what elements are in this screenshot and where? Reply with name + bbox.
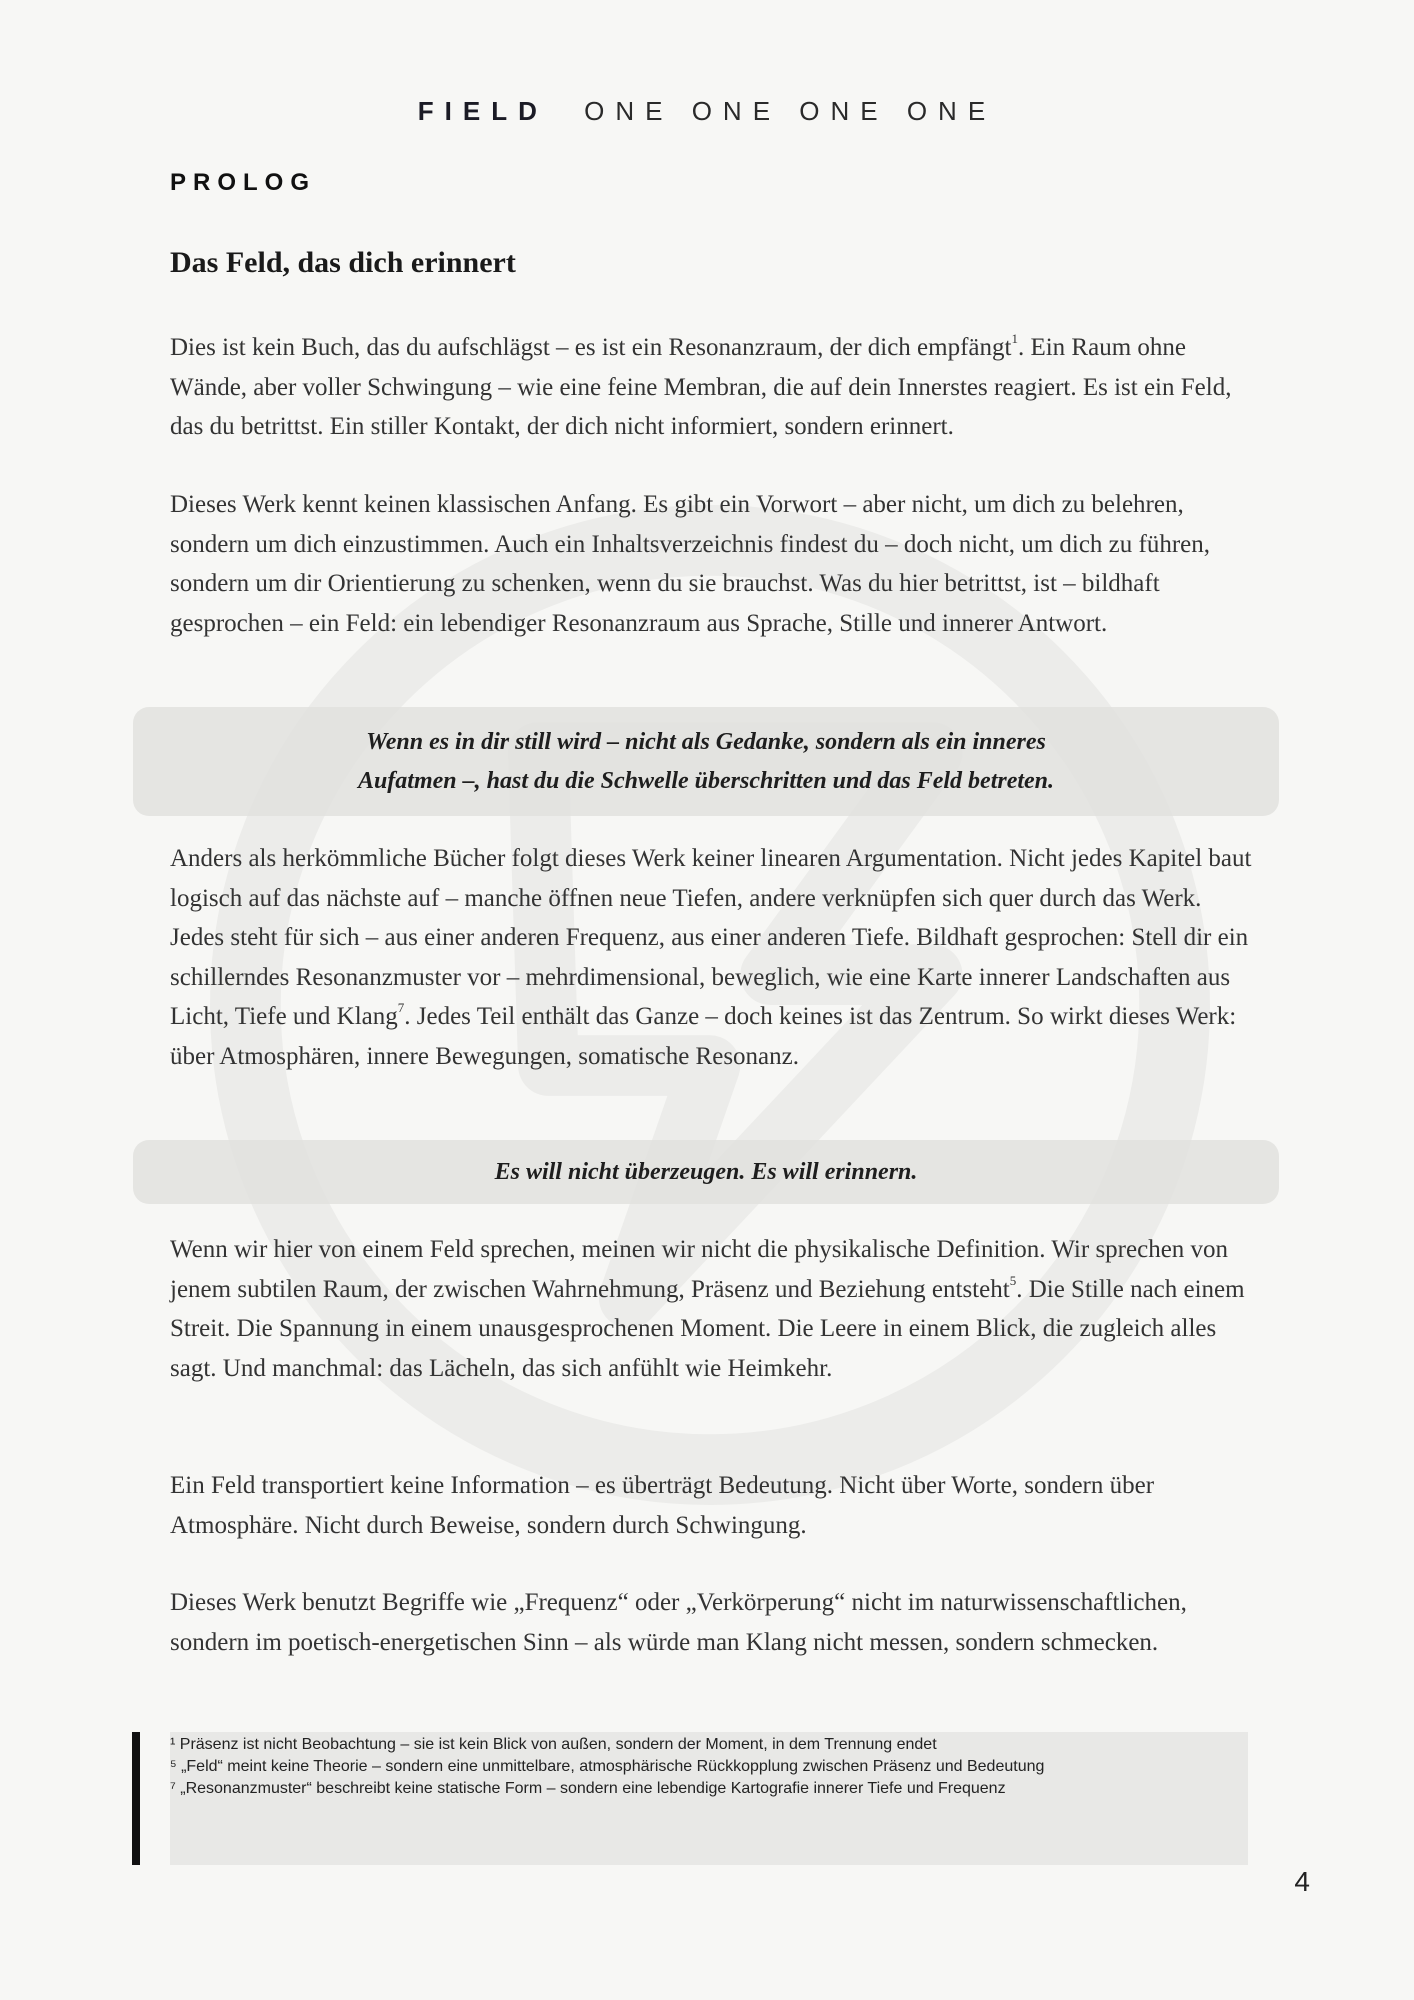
section-label: PROLOG (170, 169, 317, 196)
paragraph-3-text-b: . Jedes Teil enthält das Ganze – doch keines ist das Zentrum. So wirkt dieses Werk: über Atmosphären, innere Bewegungen, somatische Resonanz. (170, 1003, 1237, 1070)
chapter-title: Das Feld, das dich erinnert (170, 246, 516, 279)
paragraph-2: Dieses Werk kennt keinen klassischen Anfang. Es gibt ein Vorwort – aber nicht, um dich zu belehren, sondern um dich einzustimmen. Auch ein Inhaltsverzeichnis findest du – doch nicht, um dich zu führen, sondern um dir Orientierung zu schenken, wenn du sie brauchst. Was du hier betrittst, ist – bildhaft gesprochen – ein Feld: ein lebendiger Resonanzraum aus Sprache, Stille und innerer Antwort. (170, 491, 1211, 637)
quote-1-line-2: Aufatmen –, hast du die Schwelle überschritten und das Feld betreten. (357, 768, 1055, 794)
header-brand: FIELD (417, 96, 548, 126)
footnote-ref-7[interactable]: 7 (397, 1000, 405, 1015)
paragraph-5: Ein Feld transportiert keine Information – es überträgt Bedeutung. Nicht über Worte, sondern über Atmosphäre. Nicht durch Beweise, sondern durch Schwingung. (170, 1472, 1155, 1539)
footnote-ref-1[interactable]: 1 (1011, 331, 1018, 346)
page-number: 4 (1294, 1866, 1310, 1897)
footnote-accent-bar (132, 1732, 140, 1865)
paragraph-3-text-a: Anders als herkömmliche Bücher folgt dieses Werk keiner linearen Argumentation. Nicht jedes Kapitel baut logisch auf das nächste auf – manche öffnen neue Tiefen, andere verknüpfen sich quer durch das Werk. Jedes steht für sich – aus einer anderen Frequenz, aus einer anderen Tiefe. Bildhaft gesprochen: Stell dir ein schillerndes Resonanzmuster vor – mehrdimensional, beweglich, wie eine Karte innerer Landschaften aus Licht, Tiefe und Klang (170, 845, 1252, 1030)
paragraph-1-text-a: Dies ist kein Buch, das du aufschlägst – es ist ein Resonanzraum, der dich empfängt (170, 334, 1012, 361)
paragraph-3 (170, 839, 1260, 1076)
footnote-7: ⁷ „Resonanzmuster“ beschreibt keine statische Form – sondern eine lebendige Kartografie innerer Tiefe und Frequenz (170, 1780, 1006, 1797)
paragraph-6: Dieses Werk benutzt Begriffe wie „Frequenz“ oder „Verkörperung“ nicht im naturwissenschaftlichen, sondern im poetisch-energetischen Sinn – als würde man Klang nicht messen, sondern schmecken. (170, 1589, 1187, 1656)
footnote-1: ¹ Präsenz ist nicht Beobachtung – sie ist kein Blick von außen, sondern der Moment, in dem Trennung endet (170, 1736, 937, 1753)
document-header (0, 96, 1414, 127)
highlight-quote-1 (133, 707, 1279, 816)
footnote-ref-5[interactable]: 5 (1009, 1272, 1017, 1288)
footnotes-box (170, 1732, 1248, 1865)
highlight-quote-2 (133, 1140, 1279, 1204)
header-subtitle: ONE ONE ONE ONE (584, 96, 997, 126)
quote-2-text: Es will nicht überzeugen. Es will erinnern. (494, 1159, 918, 1185)
footnote-5: ⁵ „Feld“ meint keine Theorie – sondern eine unmittelbare, atmosphärische Rückkopplung zwischen Präsenz und Bedeutung (170, 1758, 1045, 1775)
paragraph-4-text-b: . Die Stille nach einem Streit. Die Spannung in einem unausgesprochenen Moment. Die Leere in einem Blick, die zugleich alles sagt. Und manchmal: das Lächeln, das sich anfühlt wie Heimkehr. (170, 1275, 1245, 1382)
quote-1-line-1: Wenn es in dir still wird – nicht als Gedanke, sondern als ein inneres (366, 729, 1046, 755)
paragraph-4 (170, 1230, 1260, 1388)
paragraph-1-text-b: . Ein Raum ohne Wände, aber voller Schwingung – wie eine feine Membran, die auf dein Innerstes reagiert. Es ist ein Feld, das du betrittst. Ein stiller Kontakt, der dich nicht informiert, sondern erinnert. (170, 334, 1232, 440)
paragraph-4-text-a: Wenn wir hier von einem Feld sprechen, meinen wir nicht die physikalische Definition. Wir sprechen von jenem subtilen Raum, der zwischen Wahrnehmung, Präsenz und Beziehung entsteht (170, 1236, 1229, 1303)
paragraph-1 (170, 328, 1260, 447)
